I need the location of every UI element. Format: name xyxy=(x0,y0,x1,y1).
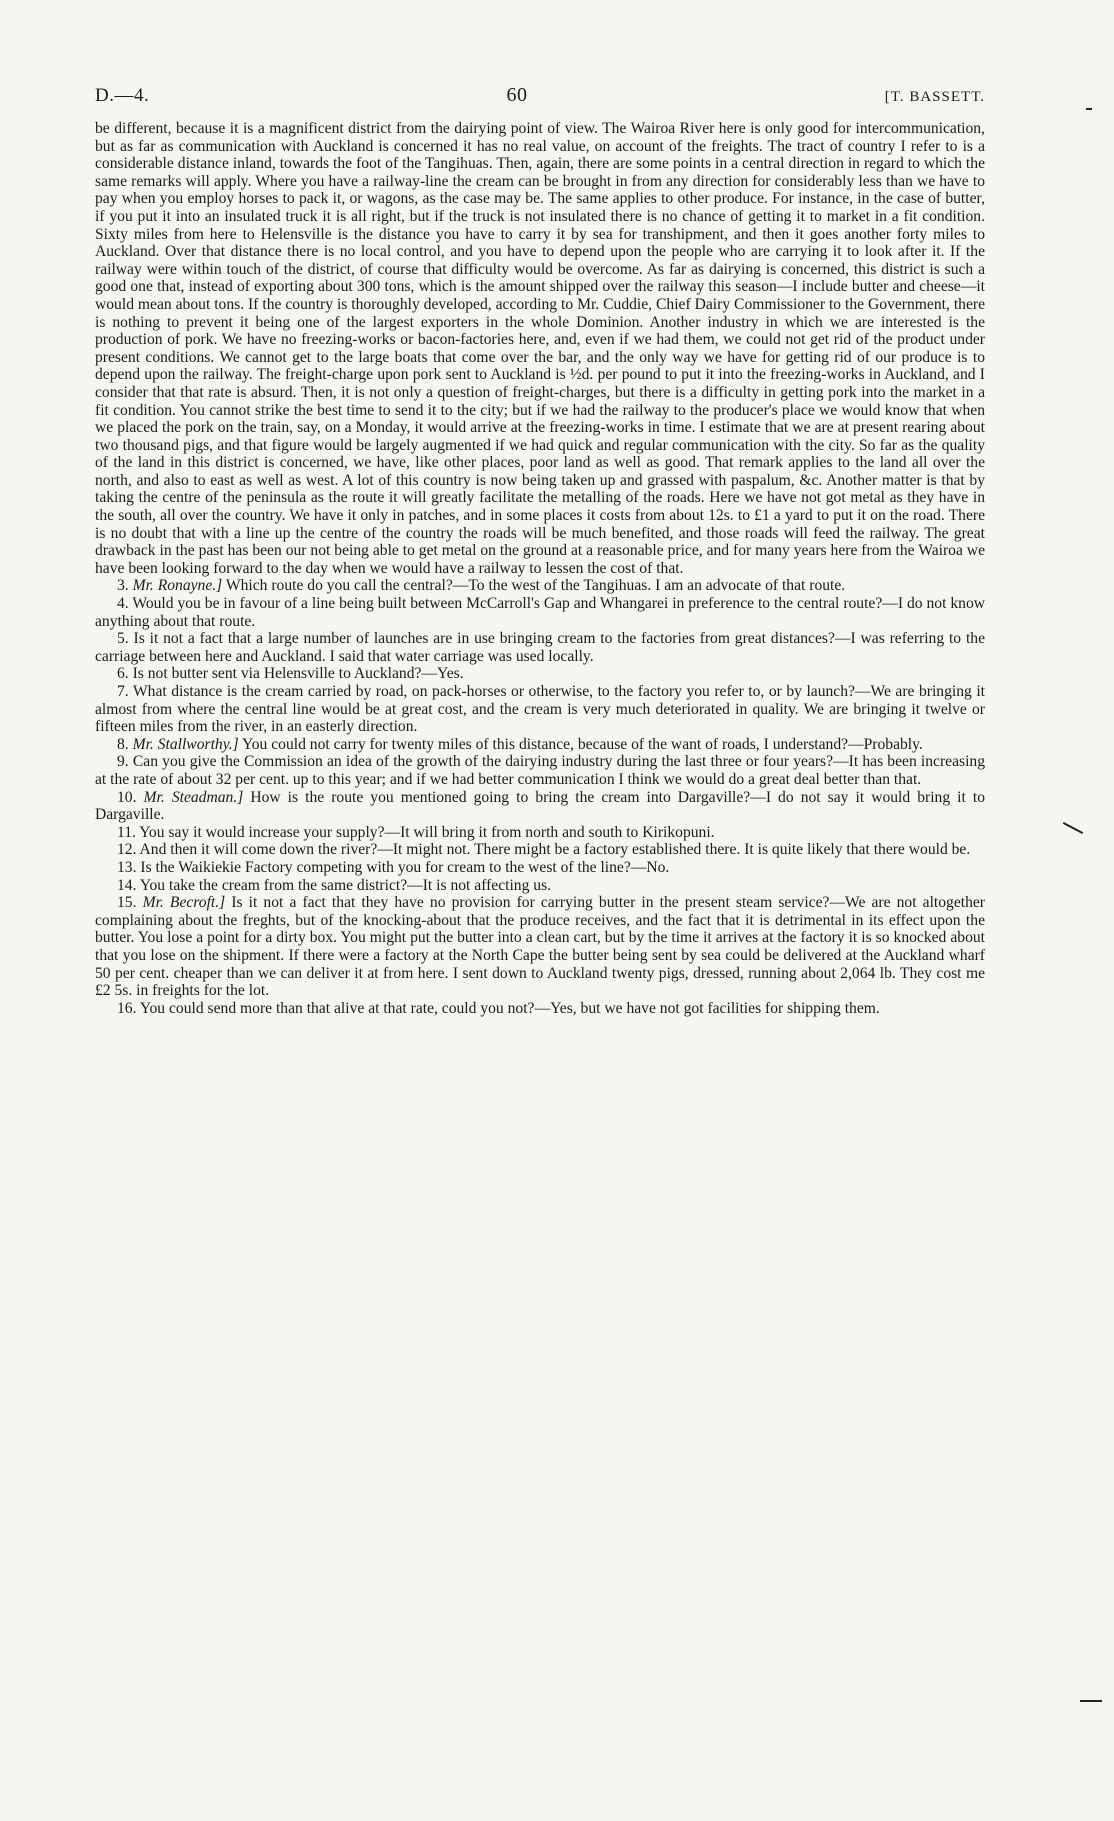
speaker-name: Mr. Ronayne.] xyxy=(132,577,223,595)
question-number: 6. xyxy=(117,665,133,683)
question-paragraph xyxy=(95,789,985,824)
question-text: You could send more than that alive at that rate, could you not?—Yes, but we have not got facilities for shipping them. xyxy=(139,999,880,1017)
question-list xyxy=(95,577,985,1017)
question-text: Is it not a fact that they have no provision for carrying butter in the present steam service?—We are not altogether complaining about the freghts, but of the knocking-about that the produce receives, and the fact that it is detrimental in its effect upon the butter. You lose a point for a dirty box. You might put the butter into a clean cart, but by the time it arrives at the factory it is so knocked about that you lose on the shipment. If there were a factory at the North Cape the butter being sent by sea could be delivered at the Auckland wharf 50 per cent. cheaper than we can deliver it at from here. I sent down to Auckland twenty pigs, dressed, running about 2,064 lb. They cost me £2 5s. in freights for the lot. xyxy=(95,894,986,1000)
question-number: 15. xyxy=(117,894,143,912)
question-text: How is the route you mentioned going to bring the cream into Dargaville?—I do not say it would bring it to Dargaville. xyxy=(95,788,986,824)
question-paragraph xyxy=(95,595,985,630)
question-paragraph xyxy=(95,753,985,788)
question-paragraph xyxy=(95,665,985,683)
speaker-name: Mr. Steadman.] xyxy=(143,788,244,806)
question-paragraph xyxy=(95,1000,985,1018)
question-text: What distance is the cream carried by road, on pack-horses or otherwise, to the factory you refer to, or by launch?—We are bringing it almost from where the central line would be at great cost, and the cream is very much deteriorated in quality. We are bringing it twelve or fifteen miles from the river, in an easterly direction. xyxy=(95,683,986,736)
question-number: 10. xyxy=(117,788,144,806)
page-number: 60 xyxy=(506,84,528,106)
question-number: 3. xyxy=(117,577,133,595)
question-paragraph xyxy=(95,877,985,895)
question-text: Which route do you call the central?—To the west of the Tangihuas. I am an advocate of that route. xyxy=(222,577,846,595)
speaker-name: Mr. Becroft.] xyxy=(142,894,226,912)
question-text: Is it not a fact that a large number of launches are in use bringing cream to the factories from great distances?—I was referring to the carriage between here and Auckland. I said that water carriage was used locally. xyxy=(95,630,985,665)
question-paragraph xyxy=(95,630,985,665)
question-paragraph xyxy=(95,894,985,1000)
question-text: You could not carry for twenty miles of this distance, because of the want of roads, I understand?—Probably. xyxy=(238,735,923,753)
question-number: 9. xyxy=(117,753,133,771)
question-number: 7. xyxy=(117,683,133,700)
margin-mark-bottom xyxy=(1080,1700,1102,1702)
question-text: And then it will come down the river?—It might not. There might be a factory established there. It is quite likely that there would be. xyxy=(139,841,971,859)
question-text: You say it would increase your supply?—It will bring it from north and south to Kirikopuni. xyxy=(139,823,715,841)
question-number: 8. xyxy=(117,735,133,753)
question-paragraph xyxy=(95,577,985,595)
question-paragraph xyxy=(95,824,985,842)
question-text: Can you give the Commission an idea of the growth of the dairying industry during the last three or four years?—It has been increasing at the rate of about 32 per cent. up to this year; and if we had better communication I think we would do a great deal better than that. xyxy=(95,753,986,788)
question-number: 4. xyxy=(117,595,133,613)
question-number: 11. xyxy=(117,823,140,841)
page-header xyxy=(95,84,985,120)
question-number: 5. xyxy=(117,630,134,648)
question-number: 16. xyxy=(117,999,140,1017)
question-text: Is not butter sent via Helensville to Auckland?—Yes. xyxy=(132,665,464,683)
question-number: 14. xyxy=(117,876,140,894)
question-text: Is the Waikiekie Factory competing with you for cream to the west of the line?—No. xyxy=(140,858,670,876)
question-number: 12. xyxy=(117,841,140,859)
margin-mark-middle xyxy=(1063,822,1083,834)
question-text: You take the cream from the same district?—It is not affecting us. xyxy=(139,876,552,894)
question-paragraph xyxy=(95,841,985,859)
question-paragraph xyxy=(95,736,985,754)
document-reference: D.—4. xyxy=(95,85,150,106)
document-page xyxy=(95,84,985,1017)
intro-paragraph: be different, because it is a magnificent district from the dairying point of view. The Wairoa River here is only good for intercommunication, but as far as communication with Auckland is concerned it has no real value, on account of the freights. The tract of country I refer to is a considerable distance inland, towards the foot of the Tangihuas. Then, again, there are some points in a central direction in regard to which the same remarks will apply. Where you have a railway-line the cream can be brought in from any direction for considerably less than we have to pay when you employ horses to pack it, or wagons, as the case may be. The same applies to other produce. For instance, in the case of butter, if you put it into an insulated truck it is all right, but if the truck is not insulated there is no chance of getting it to market in a fit condition. Sixty miles from here to Helensville is the distance you have to carry it by sea for transhipment, and then it goes another forty miles to Auckland. Over that distance there is no local control, and you have to depend upon the people who are carrying it to look after it. If the railway were within touch of the district, of course that difficulty would be overcome. As far as dairying is concerned, this district is such a good one that, instead of exporting about 300 tons, which is the amount shipped over the railway this season—I include butter and cheese—it would mean about tons. If the country is thoroughly developed, according to Mr. Cuddie, Chief Dairy Commissioner to the Government, there is nothing to prevent it being one of the largest exporters in the whole Dominion. Another industry in which we are interested is the production of pork. We have no freezing-works or bacon-factories here, and, even if we had them, we could not get rid of the product under present conditions. We cannot get to the large boats that come over the bar, and the only way we have for getting rid of our produce is to depend upon the railway. The freight-charge upon pork sent to Auckland is ½d. per pound to put it into the freezing-works in Auckland, and I consider that that rate is absurd. Then, it is not only a question of freight-charges, but there is a difficulty in getting pork into the market in a fit condition. You cannot strike the best time to send it to the city; but if we had the railway to the producer's place we would know that when we placed the pork on the train, say, on a Monday, it would arrive at the freezing-works in time. I estimate that we are at present rearing about two thousand pigs, and that figure would be largely augmented if we had quick and regular communication with the city. So far as the quality of the land in this district is concerned, we have, like other places, poor land as well as good. That remark applies to the land all over the north, and also to east as well as west. A lot of this country is now being taken up and grassed with paspalum, &c. Another matter is that by taking the centre of the peninsula as the route it will greatly facilitate the metalling of the roads. Here we have not got metal as they have in the south, all over the country. We have it only in patches, and in some places it costs from about 12s. to £1 a yard to put it on the road. There is no doubt that with a line up the centre of the country the roads will be much benefited, and those roads will feed the railway. The great drawback in the past has been our not being able to get metal on the ground at a reasonable price, and for many years here from the Wairoa we have been looking forward to the day when we would have a railway to lessen the cost of that. xyxy=(95,120,985,577)
question-text: Would you be in favour of a line being built between McCarroll's Gap and Whangarei in preference to the central route?—I do not know anything about that route. xyxy=(95,595,985,630)
margin-mark-top xyxy=(1086,108,1092,110)
question-number: 13. xyxy=(117,858,141,876)
speaker-name: Mr. Stallworthy.] xyxy=(132,735,239,753)
witness-name: [T. BASSETT. xyxy=(884,89,985,105)
question-paragraph xyxy=(95,683,985,736)
question-paragraph xyxy=(95,859,985,877)
